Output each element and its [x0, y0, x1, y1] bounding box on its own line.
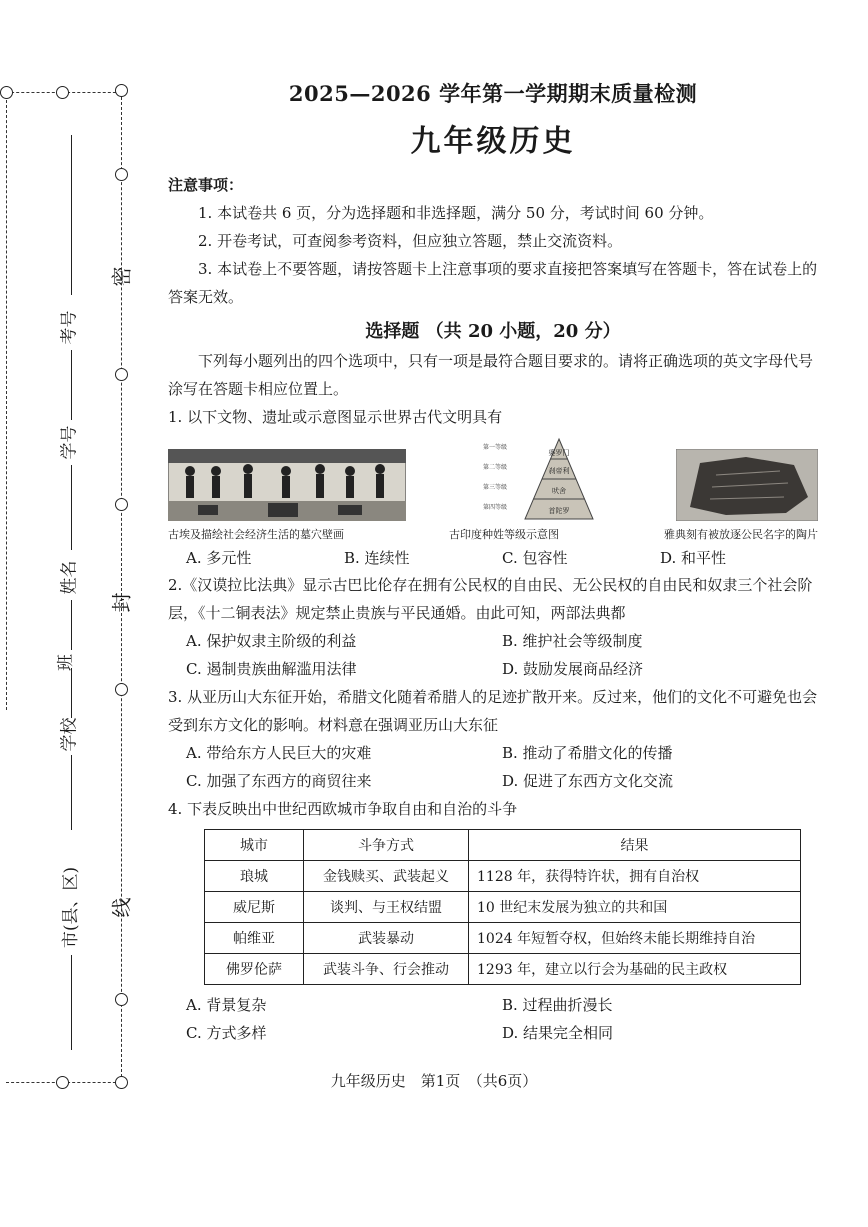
table-cell: 琅城 — [205, 861, 304, 892]
option-d[interactable]: D. 鼓励发展商品经济 — [502, 660, 644, 678]
field-xingming: 姓名 — [59, 560, 80, 595]
seal-mi: 密 — [109, 266, 134, 287]
subject-title: 九年级历史 — [410, 124, 576, 159]
notice-item: 3. 本试卷上不要答题，请按答题卡上注意事项的要求直接把答案填写在答题卡，答在试卷上的答案无效。 — [168, 260, 818, 306]
table-cell: 帕维亚 — [205, 923, 304, 954]
option-c[interactable]: C. 遏制贵族曲解滥用法律 — [186, 660, 357, 678]
q2-stem: 2.《汉谟拉比法典》显示古巴比伦存在拥有公民权的自由民、无公民权的自由民和奴隶三个社会阶层，《十二铜表法》规定禁止贵族与平民通婚。由此可知，两部法典都 — [168, 576, 813, 622]
fig-caption: 雅典刻有被放逐公民名字的陶片 — [664, 528, 818, 541]
q3-stem: 3. 从亚历山大东征开始，希腊文化随着希腊人的足迹扩散开来。反过来，他们的文化不可避免也会受到东方文化的影响。材料意在强调亚历山大东征 — [168, 688, 818, 734]
table-header-row — [205, 830, 801, 861]
option-a[interactable]: A. 背景复杂 — [186, 996, 267, 1014]
ban-line[interactable] — [71, 668, 72, 718]
exam-title: 2025—2026 学年第一学期期末质量检测 — [288, 81, 698, 106]
seal-feng: 封 — [109, 592, 134, 613]
option-d[interactable]: D. 和平性 — [660, 549, 727, 567]
field-ban: 班 — [56, 654, 76, 671]
option-a[interactable]: A. 带给东方人民巨大的灾难 — [186, 744, 372, 762]
pyramid-level: 婆罗门 — [548, 449, 570, 457]
kaohao-line[interactable] — [71, 135, 72, 295]
pyramid-level: 首陀罗 — [548, 507, 570, 515]
punch-hole — [0, 86, 13, 99]
option-c[interactable]: C. 包容性 — [502, 549, 568, 567]
option-d[interactable]: D. 结果完全相同 — [502, 1024, 614, 1042]
option-b[interactable]: B. 连续性 — [344, 549, 410, 567]
field-xuehao: 学号 — [59, 425, 80, 460]
table-cell: 1128 年，获得特许状，拥有自治权 — [469, 861, 801, 892]
page-footer: 九年级历史 第1页 （共6页） — [330, 1072, 538, 1090]
table-row — [205, 954, 801, 985]
punch-hole — [115, 498, 128, 511]
q1-figures — [168, 437, 818, 525]
table-cell: 1293 年，建立以行会为基础的民主政权 — [469, 954, 801, 985]
punch-hole — [115, 84, 128, 97]
ostracon-shard-image — [676, 449, 818, 525]
notice-item: 2. 开卷考试，可查阅参考资料，但应独立答题，禁止交流资料。 — [198, 232, 623, 250]
pyramid-level: 吠舍 — [552, 487, 566, 495]
table-row — [205, 923, 801, 954]
pyramid-level: 刹帝利 — [548, 467, 570, 475]
q1-options — [168, 545, 818, 571]
egyptian-mural-image — [168, 449, 406, 525]
field-xuexiao: 学校 — [59, 717, 80, 752]
punch-hole — [56, 86, 69, 99]
table-cell: 10 世纪末发展为独立的共和国 — [469, 892, 801, 923]
table-cell: 武装暴动 — [304, 923, 469, 954]
table-cell: 威尼斯 — [205, 892, 304, 923]
q3-options — [168, 739, 818, 795]
punch-hole — [115, 368, 128, 381]
binding-margin — [0, 0, 150, 1110]
table-cell: 佛罗伦萨 — [205, 954, 304, 985]
exam-page — [168, 78, 818, 1047]
table-header: 斗争方式 — [304, 830, 469, 861]
notice-heading: 注意事项： — [168, 176, 244, 194]
xingming-line[interactable] — [71, 600, 72, 650]
q4-table — [204, 829, 801, 985]
table-cell: 武装斗争、行会推动 — [304, 954, 469, 985]
outer-cut-line — [6, 100, 7, 710]
pyramid-side-label: 第三等级 — [483, 484, 508, 491]
fig-caption: 古印度种姓等级示意图 — [449, 528, 559, 541]
punch-hole — [115, 683, 128, 696]
table-row — [205, 892, 801, 923]
q1-stem: 1. 以下文物、遗址或示意图显示世界古代文明具有 — [168, 408, 503, 426]
option-a[interactable]: A. 多元性 — [186, 549, 252, 567]
xuehao-line[interactable] — [71, 465, 72, 550]
table-cell: 谈判、与王权结盟 — [304, 892, 469, 923]
notice-item: 1. 本试卷共 6 页，分为选择题和非选择题，满分 50 分，考试时间 60 分钟。 — [198, 204, 714, 222]
pyramid-side-label: 第四等级 — [483, 504, 508, 511]
shixianqu-line[interactable] — [71, 955, 72, 1050]
punch-hole — [115, 993, 128, 1006]
seal-xian: 线 — [109, 897, 134, 918]
q2-options — [168, 627, 818, 683]
option-a[interactable]: A. 保护奴隶主阶级的利益 — [186, 632, 357, 650]
q4-options — [168, 991, 818, 1047]
table-header: 结果 — [469, 830, 801, 861]
pyramid-side-label: 第二等级 — [483, 464, 508, 471]
pyramid-side-label: 第一等级 — [483, 444, 508, 451]
option-b[interactable]: B. 过程曲折漫长 — [502, 996, 613, 1014]
field-kaohao: 考号 — [59, 310, 80, 345]
kaohao-line-2[interactable] — [71, 350, 72, 420]
q1-captions — [168, 527, 818, 543]
fig-caption: 古埃及描绘社会经济生活的墓穴壁画 — [168, 528, 344, 541]
option-b[interactable]: B. 维护社会等级制度 — [502, 632, 643, 650]
section-instruction: 下列每小题列出的四个选项中，只有一项是最符合题目要求的。请将正确选项的英文字母代号涂写在答题卡相应位置上。 — [168, 352, 814, 398]
table-header: 城市 — [205, 830, 304, 861]
table-cell: 1024 年短暂夺权，但始终未能长期维持自治 — [469, 923, 801, 954]
section-title: 选择题 （共 20 小题，20 分） — [365, 321, 621, 342]
option-b[interactable]: B. 推动了希腊文化的传播 — [502, 744, 673, 762]
field-shixianqu: 市(县、区) — [61, 866, 82, 949]
q4-stem: 4. 下表反映出中世纪西欧城市争取自由和自治的斗争 — [168, 800, 518, 818]
caste-pyramid-diagram — [481, 435, 601, 525]
option-c[interactable]: C. 方式多样 — [186, 1024, 267, 1042]
option-c[interactable]: C. 加强了东西方的商贸往来 — [186, 772, 372, 790]
table-row — [205, 861, 801, 892]
table-cell: 金钱赎买、武装起义 — [304, 861, 469, 892]
binding-line — [121, 92, 122, 1082]
punch-hole — [115, 168, 128, 181]
xuexiao-line[interactable] — [71, 755, 72, 830]
option-d[interactable]: D. 促进了东西方文化交流 — [502, 772, 674, 790]
